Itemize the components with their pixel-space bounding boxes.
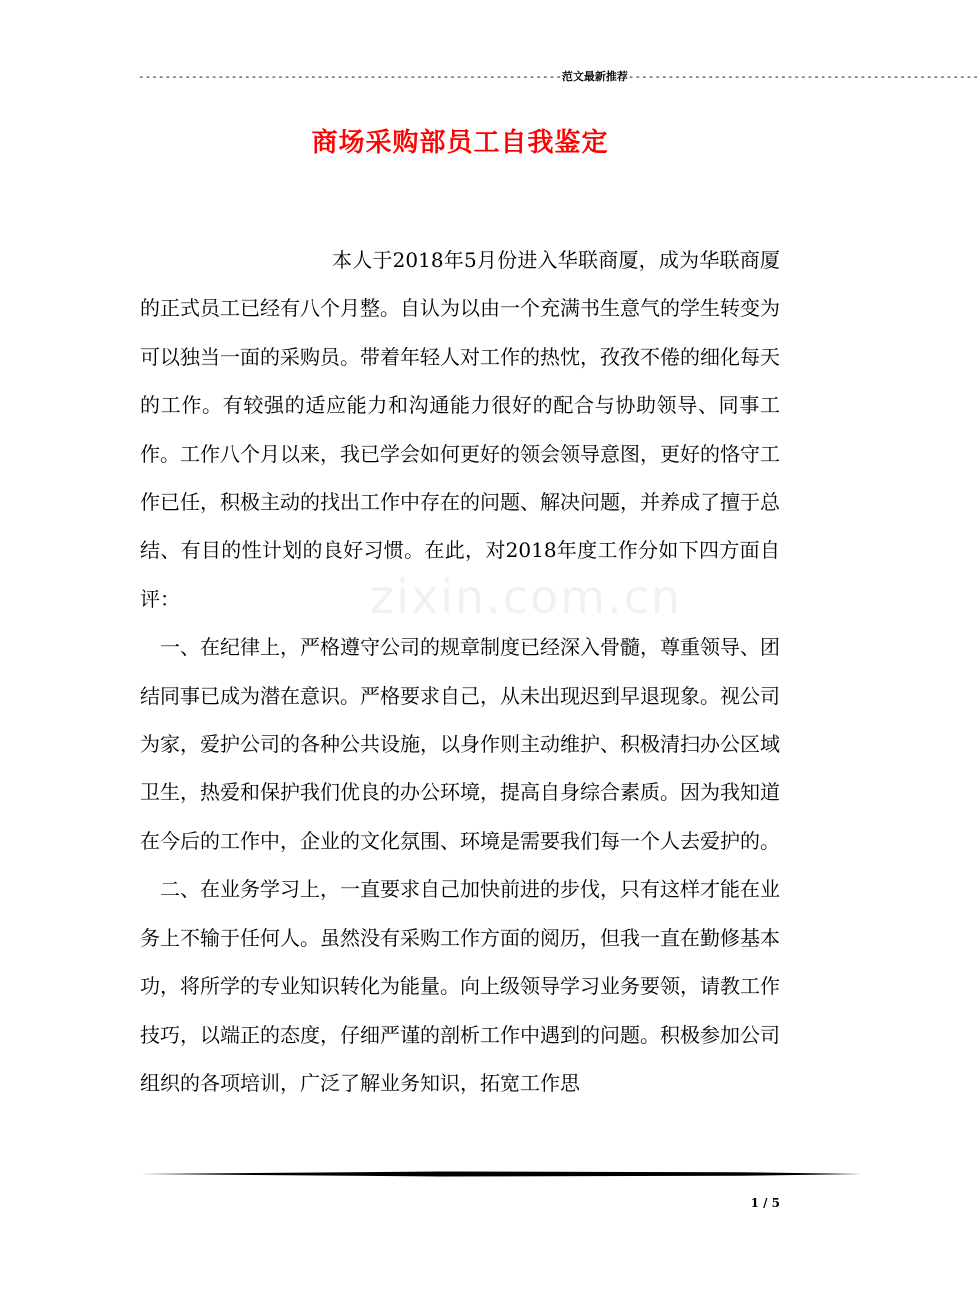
header-dashes-left: ---------------------------------------------------------------- [138, 70, 562, 83]
paragraph-intro: 本人于2018年5月份进入华联商厦，成为华联商厦的正式员工已经有八个月整。自认为以由一个充满书生意气的学生转变为可以独当一面的采购员。带着年轻人对工作的热忱，孜孜不倦的细化每天的工作。有较强的适应能力和沟通能力很好的配合与协助领导、同事工作。工作八个月以来，我已学会如何更好的领会领导意图，更好的恪守工作已任，积极主动的找出工作中存在的问题、解决问题，并养成了擅于总结、有目的性计划的良好习惯。在此，对2018年度工作分如下四方面自评： [140, 248, 780, 611]
paragraph-discipline: 一、在纪律上，严格遵守公司的规章制度已经深入骨髓，尊重领导、团结同事已成为潜在意识。严格要求自己，从未出现迟到早退现象。视公司为家，爱护公司的各种公共设施，以身作则主动维护、积极清扫办公区域卫生，热爱和保护我们优良的办公环境，提高自身综合素质。因为我知道在今后的工作中，企业的文化氛围、环境是需要我们每一个人去爱护的。 [140, 635, 780, 853]
header-dashes-right: ----------------------------------------------------- [627, 70, 979, 83]
footer-divider [140, 1170, 862, 1178]
page-header [138, 70, 979, 84]
header-label: 范文最新推荐 [561, 70, 628, 83]
page-number: 1 / 5 [750, 1196, 780, 1210]
paragraph-study: 二、在业务学习上，一直要求自己加快前进的步伐，只有这样才能在业务上不输于任何人。虽然没有采购工作方面的阅历，但我一直在勤修基本功，将所学的专业知识转化为能量。向上级领导学习业务要领，请教工作技巧，以端正的态度，仔细严谨的剖析工作中遇到的问题。积极参加公司组织的各项培训，广泛了解业务知识，拓宽工作思 [140, 877, 780, 1095]
document-body [140, 236, 780, 1107]
watermark: zixin.com.cn [370, 570, 683, 624]
document-title: 商场采购部员工自我鉴定 [311, 128, 609, 158]
